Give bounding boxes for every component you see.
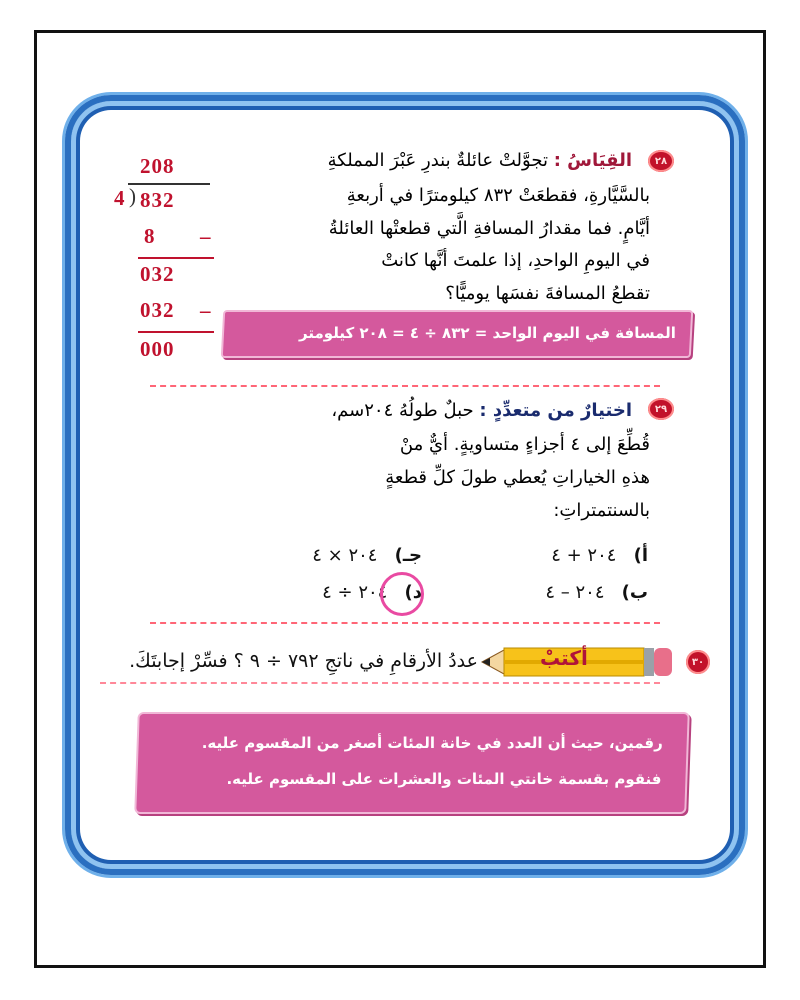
question-text-line: في اليومِ الواحدِ، إذا علمتَ أنَّها كانتْ [381, 250, 650, 271]
question-text-line: القِيَاسُ : تجوَّلتْ عائلةٌ بندرِ عَبْرَ المملكةِ [327, 150, 632, 171]
subtract-step-1: 8 [144, 224, 156, 248]
question-number-badge: ٢٨ [648, 150, 674, 172]
answer-text: المسافة في اليوم الواحد = ٨٣٢ ÷ ٤ = ٢٠٨ كيلومتر [299, 324, 677, 342]
quotient: 208 [140, 154, 175, 178]
subtraction-line [138, 257, 214, 259]
answer-text-line: فنقوم بقسمة خانتي المئات والعشرات على المقسوم عليه. [226, 770, 662, 788]
remainder-1: 032 [140, 262, 175, 286]
question-text-line: عددُ الأرقامِ في ناتجِ ٧٩٢ ÷ ٩ ؟ فسِّرْ إجابتَكَ. [129, 650, 478, 672]
minus-sign: – [200, 298, 212, 322]
question-title: اختيارٌ من متعدِّدٍ : [479, 400, 632, 421]
question-text-line: اختيارٌ من متعدِّدٍ : حبلٌ طولُهُ ٢٠٤سم، [331, 400, 632, 421]
minus-sign: – [200, 224, 212, 248]
question-text-line: بالسنتمتراتِ: [553, 500, 650, 521]
dividend: 832 [140, 188, 175, 212]
question-text-line: بالسَّيَّارةِ، فقطعَتْ ٨٣٢ كيلومترًا في أربعةِ [346, 185, 650, 206]
division-bracket: ) [129, 184, 137, 208]
divisor: 4 [114, 186, 126, 210]
answer-box [134, 712, 690, 814]
question-number-badge: ٢٩ [648, 398, 674, 420]
question-title: القِيَاسُ : [553, 150, 632, 171]
answer-text-line: رقمين، حيث أن العدد في خانة المئات أصغر من المقسوم عليه. [201, 734, 663, 752]
selected-option-circle [380, 572, 424, 616]
dashed-separator [150, 385, 660, 387]
answer-box [221, 310, 694, 358]
option-d[interactable]: د) ٢٠٤ ÷ ٤ [322, 582, 422, 603]
question-text-line: قُطِّعَ إلى ٤ أجزاءٍ متساويةٍ. أيٌّ منْ [399, 434, 650, 455]
write-label: أكتبْ [540, 646, 588, 670]
option-a[interactable]: أ) ٢٠٤ + ٤ [551, 545, 648, 566]
option-b[interactable]: ب) ٢٠٤ – ٤ [545, 582, 648, 603]
question-text-line: تقطعُ المسافةَ نفسَها يوميًّا؟ [445, 283, 650, 304]
subtraction-line [138, 331, 214, 333]
dashed-separator [100, 682, 660, 684]
dashed-separator [150, 622, 660, 624]
subtract-step-2: 032 [140, 298, 175, 322]
option-c[interactable]: جـ) ٢٠٤ × ٤ [312, 545, 422, 566]
division-bar [128, 183, 210, 185]
question-text-line: أيَّامٍ. فما مقدارُ المسافةِ الَّتي قطعتْها العائلةُ [328, 218, 650, 239]
question-number-badge: ٣٠ [686, 650, 710, 674]
question-text-line: هذهِ الخياراتِ يُعطي طولَ كلِّ قطعةٍ [385, 467, 650, 488]
remainder-2: 000 [140, 337, 175, 361]
